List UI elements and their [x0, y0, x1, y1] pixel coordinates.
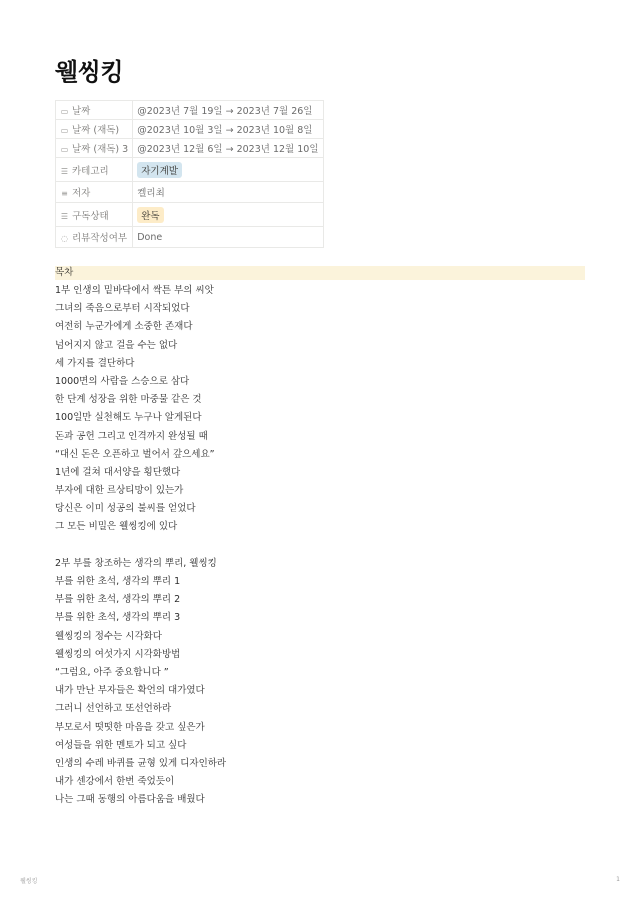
text-icon: ≡: [61, 189, 68, 198]
list-item: 부를 위한 초석, 생각의 뿌리 2: [55, 594, 181, 606]
list-item: 그 모든 비밀은 웰씽킹에 있다: [55, 521, 178, 533]
list-item: 한 단계 성장을 위한 마중물 같은 것: [55, 394, 202, 406]
page-title: 웰씽킹: [55, 58, 124, 86]
list-item: 2부 부를 창조하는 생각의 뿌리, 웰씽킹: [55, 557, 217, 569]
property-row[interactable]: [56, 182, 324, 203]
property-row[interactable]: [56, 203, 324, 227]
blank-line: [55, 539, 585, 557]
list-item: 여전히 누군가에게 소중한 존재다: [55, 321, 193, 333]
list-icon: ☰: [60, 211, 69, 221]
list-item: 부를 위한 초석, 생각의 뿌리 1: [55, 576, 181, 587]
properties-table: [55, 100, 324, 248]
list-item: 인생의 수레 바퀴를 균형 있게 디자인하라: [55, 757, 227, 769]
list-item: 그녀의 죽음으로부터 시작되었다: [55, 303, 190, 315]
calendar-icon: ▭: [60, 145, 69, 154]
calendar-icon: ▭: [60, 126, 69, 135]
property-key: 날짜 (재독) 3: [72, 144, 129, 155]
list-icon: ☰: [60, 166, 69, 176]
property-key: 카테고리: [72, 165, 109, 177]
list-item: 내가 센강에서 한번 죽었듯이: [55, 776, 175, 788]
list-item: 부자에 대한 르상티망이 있는가: [55, 485, 184, 497]
list-item: 1부 인생의 밑바닥에서 싹튼 부의 씨앗: [55, 285, 214, 296]
list-item: 1000면의 사람을 스승으로 삼다: [55, 375, 190, 387]
toc-list: [55, 284, 585, 811]
property-key: 리뷰작성여부: [72, 233, 128, 244]
property-row[interactable]: [56, 227, 324, 248]
list-item: 넘어지지 않고 걸을 수는 없다: [55, 339, 178, 351]
property-row[interactable]: [56, 120, 324, 139]
property-row[interactable]: [56, 158, 324, 182]
property-row[interactable]: [56, 101, 324, 120]
review-status-value[interactable]: Done: [133, 227, 323, 248]
list-item: 웰씽킹의 여섯가지 시각화방법: [55, 648, 181, 660]
footer-title: 웰씽킹: [20, 878, 38, 885]
property-key: 날짜: [72, 106, 91, 117]
list-item: “그럼요, 아주 중요합니다 ”: [55, 666, 169, 678]
list-item: 그러니 선언하고 또선언하라: [55, 703, 172, 715]
property-value[interactable]: @2023년 10월 3일 → 2023년 10월 8일: [133, 120, 323, 139]
page-number: 1: [616, 876, 620, 883]
property-value[interactable]: @2023년 12월 6일 → 2023년 12월 10일: [133, 139, 323, 158]
list-item: 100일만 실천해도 누구나 알게된다: [55, 412, 202, 424]
list-item: 나는 그때 동행의 아름다움을 배웠다: [55, 794, 205, 806]
list-item: 당신은 이미 성공의 불씨를 얻었다: [55, 503, 196, 515]
status-tag: 완독: [137, 207, 163, 223]
list-item: 1년에 걸쳐 대서양을 횡단했다: [55, 466, 181, 478]
list-item: 웰씽킹의 정수는 시각화다: [55, 630, 162, 642]
property-value[interactable]: @2023년 7월 19일 → 2023년 7월 26일: [133, 101, 323, 120]
property-row[interactable]: [56, 139, 324, 158]
author-value[interactable]: 켈리최: [133, 182, 323, 203]
list-item: 돈과 공헌 그리고 인격까지 완성될 때: [55, 430, 208, 442]
list-item: 여성들을 위한 멘토가 되고 싶다: [55, 739, 187, 751]
list-item: 내가 만난 부자들은 확언의 대가였다: [55, 685, 205, 697]
list-item: 부모로서 떳떳한 마음을 갖고 싶은가: [55, 721, 205, 733]
property-key: 구독상태: [72, 210, 109, 222]
list-item: 세 가지를 결단하다: [55, 357, 135, 369]
list-item: 부를 위한 초석, 생각의 뿌리 3: [55, 612, 181, 624]
list-item: “대신 돈은 오픈하고 벌어서 갚으세요”: [55, 448, 215, 460]
status-icon: ◌: [61, 234, 68, 243]
category-tag: 자기계발: [137, 162, 182, 178]
toc-heading: 목차: [55, 266, 585, 280]
calendar-icon: ▭: [60, 107, 69, 116]
property-key: 저자: [72, 188, 91, 199]
property-key: 날짜 (재독): [72, 125, 120, 136]
